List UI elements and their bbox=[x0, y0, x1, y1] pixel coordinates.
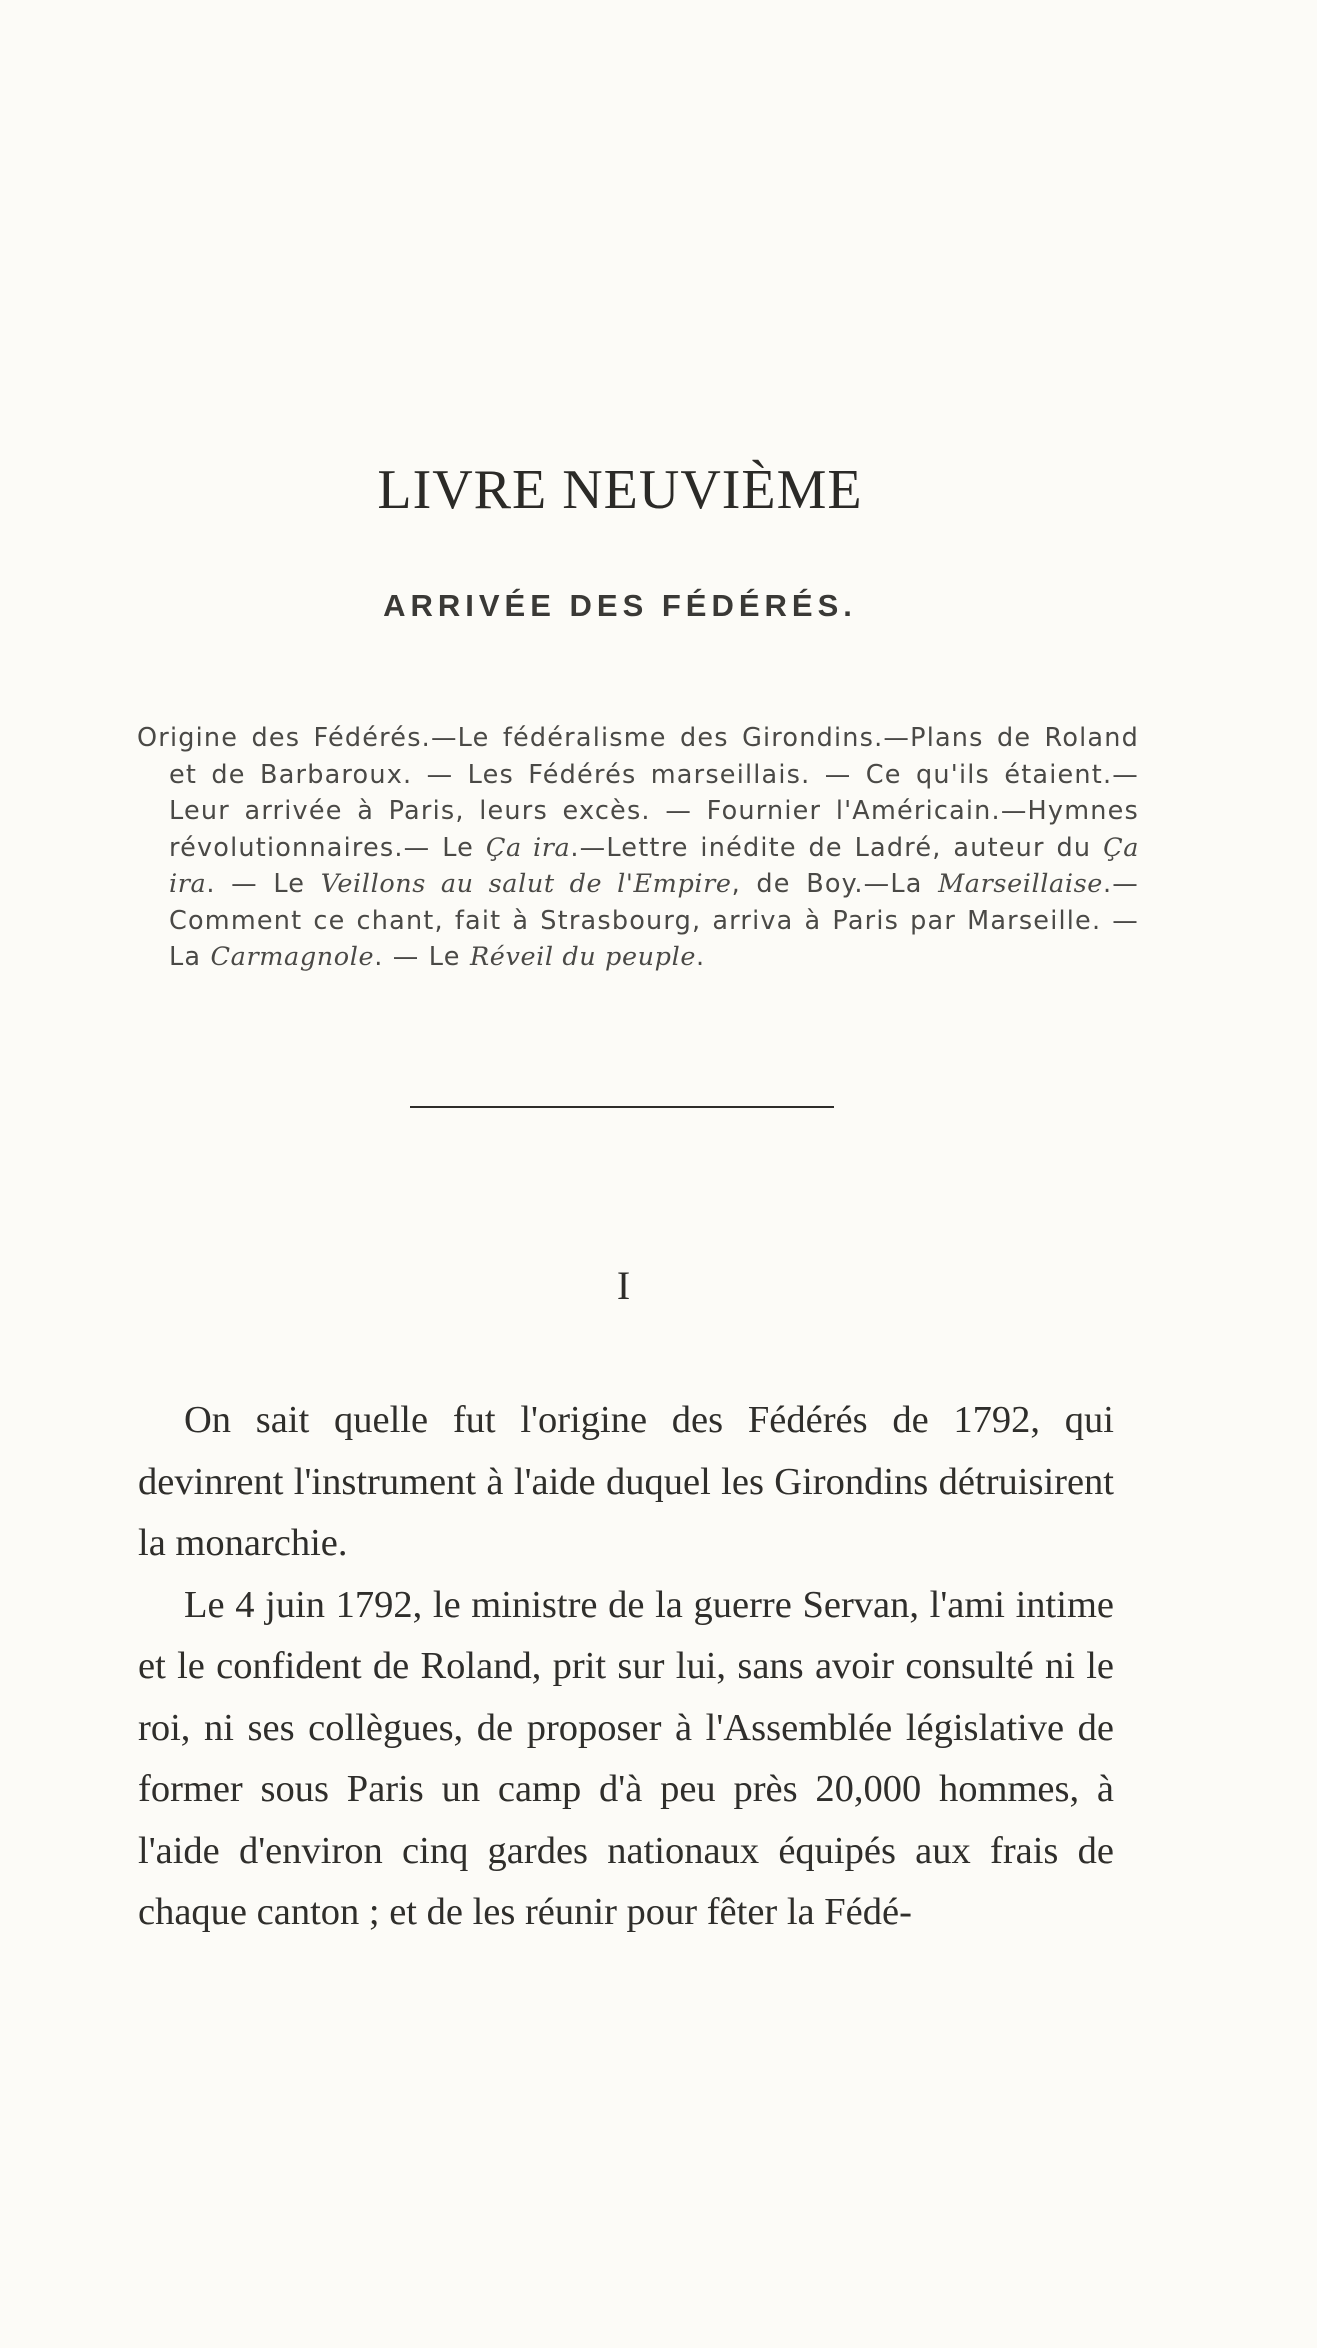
section-divider bbox=[410, 1106, 834, 1108]
body-paragraph: Le 4 juin 1792, le ministre de la guerre Servan, l'ami intime et le confident de Roland, prit sur lui, sans avoir consulté ni le roi, ni ses collègues, de proposer à l'Assemblée législative de former sous Paris un camp d'à peu près 20,000 hommes, à l'aide d'environ cinq gardes nationaux équipés aux frais de chaque canton ; et de les réunir pour fêter la Fédé- bbox=[138, 1583, 1114, 1933]
summary-italic-title: Marseillaise bbox=[938, 869, 1103, 899]
summary-text: , de Boy.—La bbox=[731, 869, 939, 899]
summary-italic-title: Réveil du peuple bbox=[469, 942, 697, 972]
section-number: I bbox=[616, 1263, 631, 1308]
summary-text: Origine des Fédérés.—Le fédéralisme des Girondins.—Plans de Roland et de Barbaroux. — Les Fédérés marseillais. — Ce qu'ils étaient.—Leur arrivée à Paris, leurs excès. — Fournier l'Américain.—Hymnes révolutionnaires.— Le bbox=[137, 723, 1139, 863]
summary-text: . bbox=[696, 942, 706, 972]
summary-italic-title: Ça ira bbox=[169, 832, 1139, 899]
body-paragraph: On sait quelle fut l'origine des Fédérés de 1792, qui devinrent l'instrument à l'aide duquel les Girondins détruisirent la monarchie. bbox=[138, 1399, 1114, 1564]
summary-text: . — Le bbox=[374, 942, 470, 972]
summary-italic-title: Carmagnole bbox=[210, 942, 375, 972]
summary-text: .—Comment ce chant, fait à Strasbourg, arriva à Paris par Marseille. — La bbox=[169, 869, 1139, 972]
body-text bbox=[138, 1390, 1114, 1944]
summary-text: .—Lettre inédite de Ladré, auteur du bbox=[570, 832, 1104, 863]
summary-text: . — Le bbox=[206, 869, 321, 899]
summary-italic-title: Ça ira bbox=[485, 832, 571, 863]
summary-italic-title: Veillons au salut de l'Empire bbox=[320, 869, 732, 899]
book-title: LIVRE NEUVIÈME bbox=[377, 459, 863, 521]
chapter-summary bbox=[137, 720, 1139, 976]
book-subtitle: ARRIVÉE DES FÉDÉRÉS. bbox=[383, 588, 857, 623]
